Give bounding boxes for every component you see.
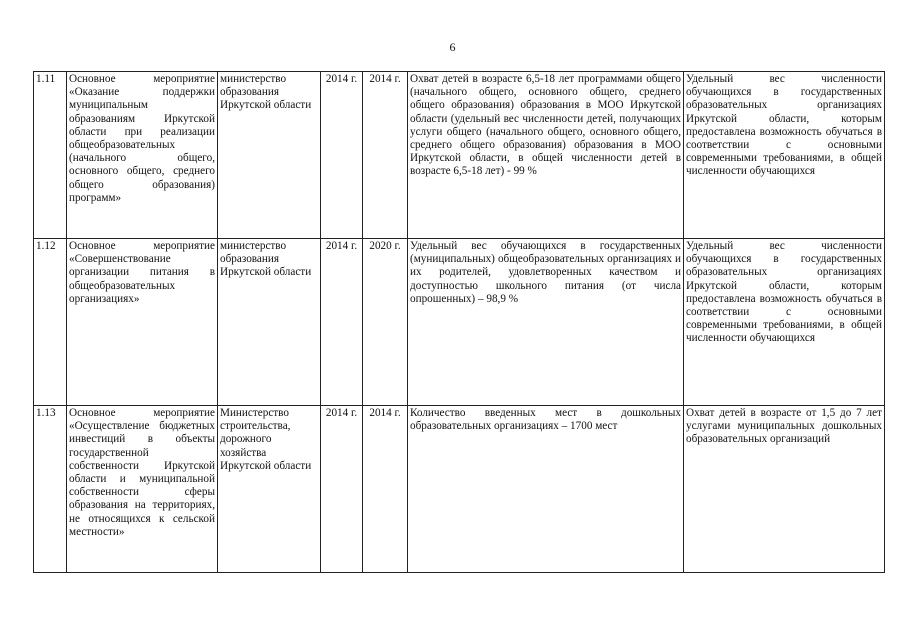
table-row — [34, 239, 885, 406]
table-row — [34, 72, 885, 239]
row-number: 1.12 — [34, 239, 67, 406]
executor-cell: министерство образования Иркутской области — [218, 239, 321, 406]
start-year-cell: 2014 г. — [321, 72, 363, 239]
program-table — [33, 71, 885, 573]
event-cell: Основное мероприятие «Совершенствование организации питания в общеобразовательных организациях» — [67, 239, 218, 406]
page-number: 6 — [449, 40, 456, 54]
executor-cell: Министерство строительства, дорожного хозяйства Иркутской области — [218, 406, 321, 573]
result-cell: Количество введенных мест в дошкольных образовательных организациях – 1700 мест — [408, 406, 684, 573]
row-number: 1.11 — [34, 72, 67, 239]
executor-cell: министерство образования Иркутской области — [218, 72, 321, 239]
indicator-cell: Охват детей в возрасте от 1,5 до 7 лет услугами муниципальных дошкольных образовательных организаций — [684, 406, 885, 573]
indicator-cell: Удельный вес численности обучающихся в государственных образовательных организациях Иркутской области, которым предоставлена возможность обучаться в соответствии с основными современными требованиями, в общей численности обучающихся — [684, 239, 885, 406]
result-cell: Удельный вес обучающихся в государственных (муниципальных) общеобразовательных организациях и их родителей, удовлетворенных качеством и доступностью школьного питания (от числа опрошенных) – 98,9 % — [408, 239, 684, 406]
start-year-cell: 2014 г. — [321, 239, 363, 406]
end-year-cell: 2014 г. — [363, 406, 408, 573]
start-year-cell: 2014 г. — [321, 406, 363, 573]
event-cell: Основное мероприятие «Оказание поддержки муниципальным образованиям Иркутской области при реализации общеобразовательных (начального общего, основного общего, среднего общего образования) программ» — [67, 72, 218, 239]
event-cell: Основное мероприятие «Осуществление бюджетных инвестиций в объекты государственной собственности Иркутской области и муниципальной собственности сферы образования на территориях, не относящихся к сельской местности» — [67, 406, 218, 573]
end-year-cell: 2020 г. — [363, 239, 408, 406]
row-number: 1.13 — [34, 406, 67, 573]
indicator-cell: Удельный вес численности обучающихся в государственных образовательных организациях Иркутской области, которым предоставлена возможность обучаться в соответствии с основными современными требованиями, в общей численности обучающихся — [684, 72, 885, 239]
table-row — [34, 406, 885, 573]
result-cell: Охват детей в возрасте 6,5-18 лет программами общего (начального общего, основного общего, среднего общего образования) образования в МОО Иркутской области (удельный вес численности детей, получающих услуги общего (начального общего, основного общего, среднего общего образования) образования в МОО Иркутской области, в общей численности детей в возрасте 6,5-18 лет) - 99 % — [408, 72, 684, 239]
end-year-cell: 2014 г. — [363, 72, 408, 239]
